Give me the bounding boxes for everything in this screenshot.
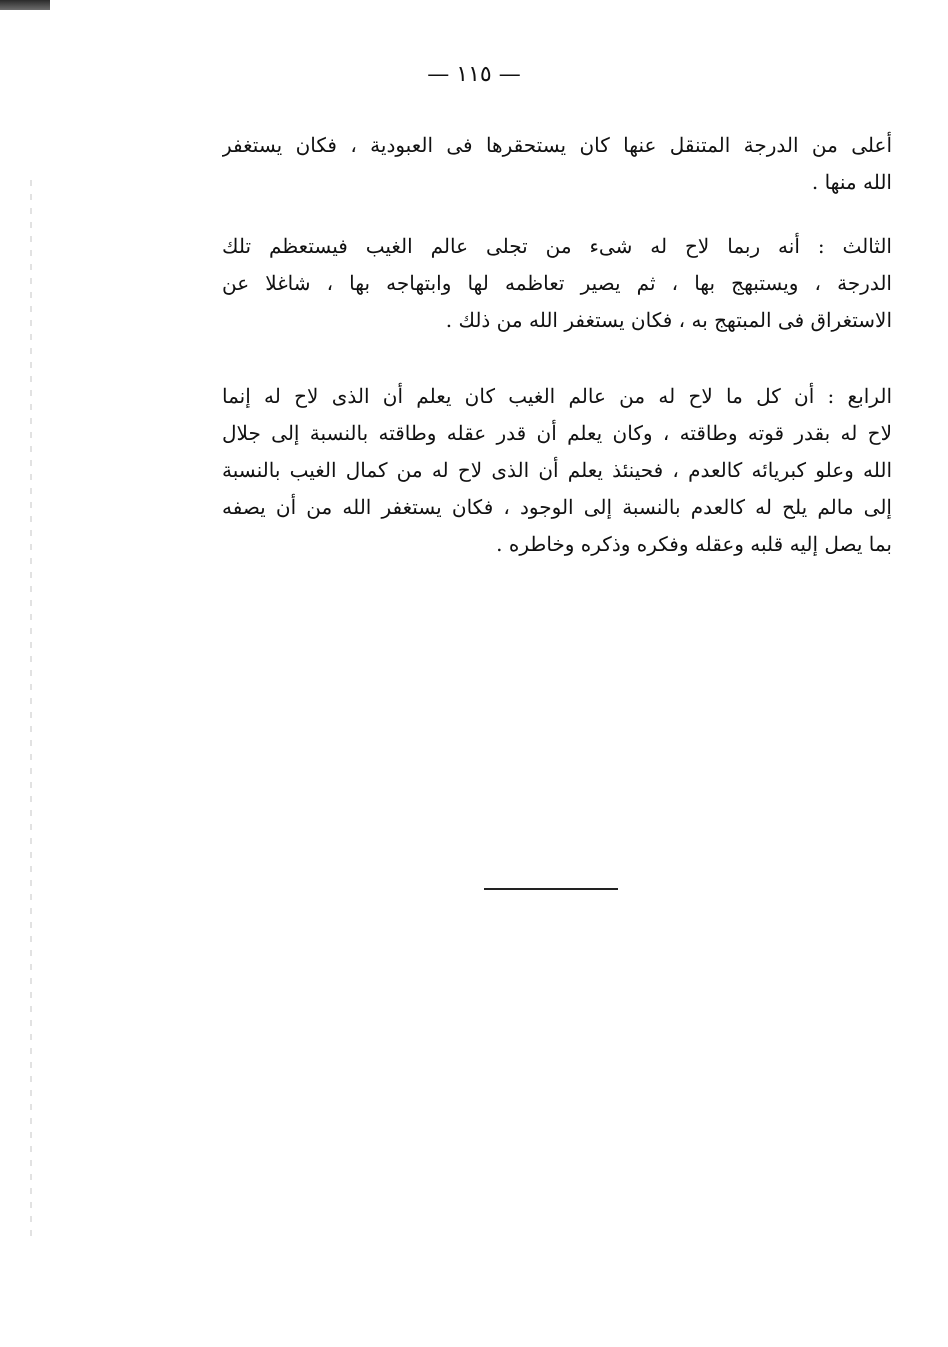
paragraph-2 [222, 228, 892, 339]
paragraph-3-line-4: إلى مالم يلح له كالعدم بالنسبة إلى الوجود ، فكان يستغفر الله من أن يصفه [222, 495, 892, 519]
page-number: — ١١٥ — [427, 62, 521, 87]
paragraph-2-line-1: الثالث : أنه ربما لاح له شىء من تجلى عالم الغيب فيستعظم تلك [222, 234, 892, 258]
binding-edge-marks [30, 180, 32, 1240]
paragraph-3-line-3: الله وعلو كبريائه كالعدم ، فحينئذ يعلم أن الذى لاح له من كمال الغيب بالنسبة [222, 458, 892, 482]
paragraph-2-line-2: الدرجة ، ويستبهج بها ، ثم يصير تعاظمه لها وابتهاجه بها ، شاغلا عن [222, 271, 892, 295]
paragraph-3 [222, 378, 892, 563]
end-of-section-rule [484, 888, 618, 890]
paragraph-1 [222, 127, 892, 201]
paragraph-3-line-1: الرابع : أن كل ما لاح له من عالم الغيب كان يعلم أن الذى لاح له إنما [222, 384, 892, 408]
paragraph-3-line-5: بما يصل إليه قلبه وعقله وفكره وذكره وخاطره . [496, 532, 892, 556]
scan-corner-shadow [0, 0, 50, 10]
paragraph-1-line-1: أعلى من الدرجة المتنقل عنها كان يستحقرها فى العبودية ، فكان يستغفر [222, 133, 892, 157]
paragraph-3-line-2: لاح له بقدر قوته وطاقته ، وكان يعلم أن قدر عقله وطاقته بالنسبة إلى جلال [222, 421, 892, 445]
paragraph-2-line-3: الاستغراق فى المبتهج به ، فكان يستغفر الله من ذلك . [445, 308, 892, 332]
paragraph-1-line-2: الله منها . [811, 170, 892, 194]
